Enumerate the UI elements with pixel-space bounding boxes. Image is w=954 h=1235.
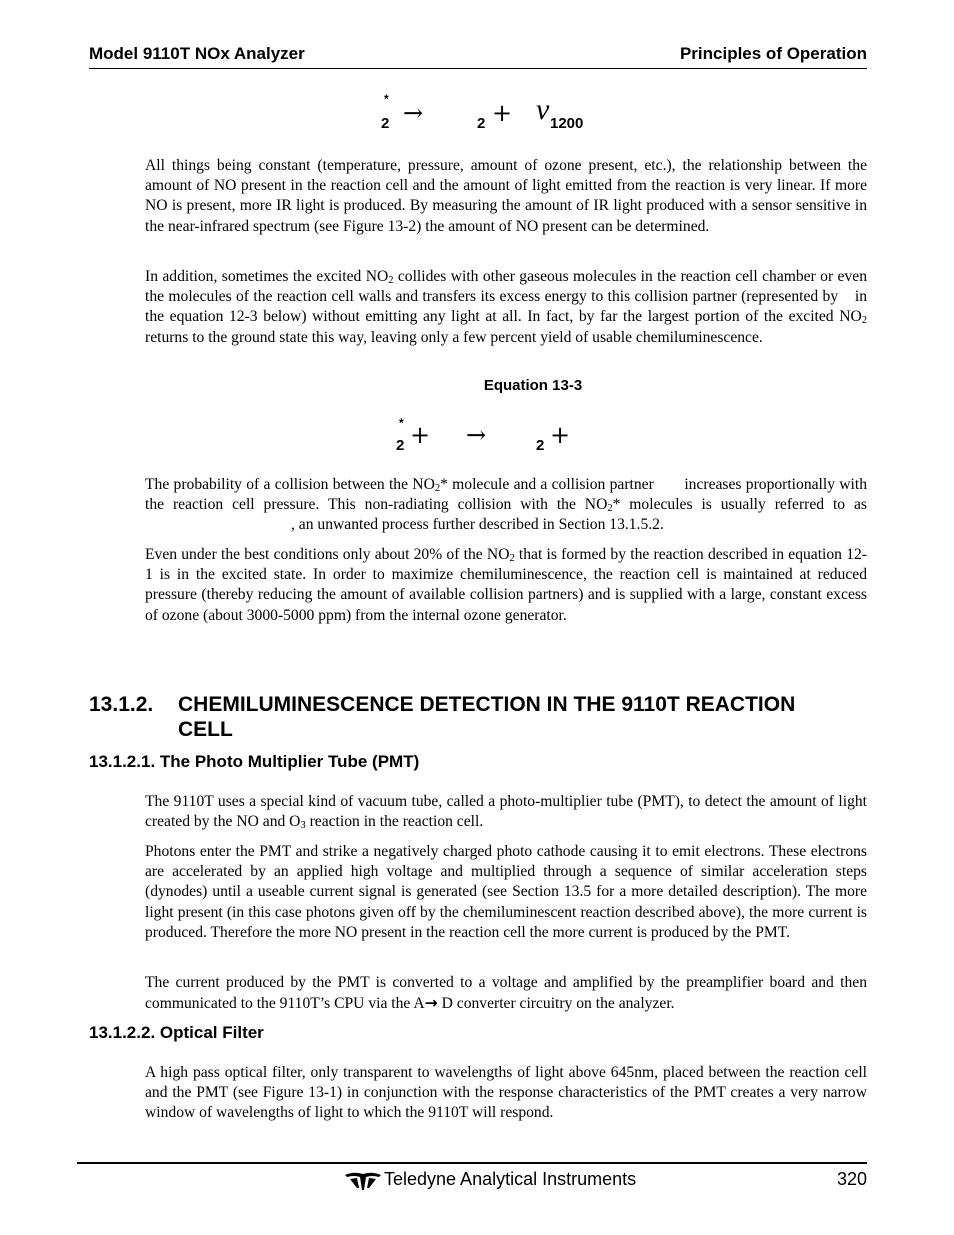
eq2-subscript-a: 2 [396, 437, 405, 454]
eq1-subscript-a: 2 [381, 115, 390, 132]
pmt-paragraph-3: The current produced by the PMT is converted to a voltage and amplified by the preamplifier board and then communicated to the 9110T’s CPU via the A→ D converter circuitry on the analyzer. [145, 974, 867, 1013]
paragraph-1: All things being constant (temperature, pressure, amount of ozone present, etc.), the relationship between the amount of NO present in the reaction cell and the amount of light emitted from the reaction is very linear. If more NO is present, more IR light is produced. By measuring the amount of IR light produced with a sensor sensitive in the near-infrared spectrum (see Figure 13-2) the amount of NO present can be determined. [145, 157, 867, 235]
paragraph-2: In addition, sometimes the excited $NO_2$ collides with other gaseous molecules in the reaction cell chamber or even the molecules of the reaction cell walls and transfers its excess energy to this collision partner (represented by in the equation 12-3 below) without emitting any light at all. In fact, by far the largest portion of the excited $NO_2$ returns to the ground state this way, leaving only a few percent yield of usable chemiluminescence. [145, 268, 867, 346]
eq2-arrow: → [466, 421, 487, 449]
pmt-paragraph-1: The 9110T uses a special kind of vacuum tube, called a photo-multiplier tube (PMT), to detect the amount of light created by the NO and $O_3$ reaction in the reaction cell. [145, 793, 867, 832]
header-section: Principles of Operation [679, 44, 867, 63]
subsection-heading-pmt: 13.1.2.1. The Photo Multiplier Tube (PMT) [89, 752, 420, 771]
eq1-arrow: → [403, 99, 424, 127]
footer-company: Teledyne Analytical Instruments [384, 1169, 637, 1189]
page-number: 320 [836, 1169, 867, 1189]
section-title-line-2: CELL [178, 718, 233, 741]
eq2-plus-b: + [550, 421, 571, 449]
teledyne-logo-icon [345, 1171, 381, 1191]
eq1-plus: + [492, 99, 513, 127]
equation-label: Equation 13-3 [483, 377, 583, 394]
eq1-star: * [384, 92, 389, 106]
header-title: Model 9110T NOx Analyzer [89, 44, 305, 63]
page-header [89, 44, 867, 69]
section-title-line-1: CHEMILUMINESCENCE DETECTION IN THE 9110T REACTION [178, 693, 796, 716]
arrow-icon: → [424, 994, 438, 1013]
section-heading [89, 692, 795, 742]
section-number: 13.1.2. [89, 693, 154, 716]
footer-divider [77, 1162, 867, 1164]
eq1-subscript-b: 2 [477, 115, 486, 132]
optical-filter-paragraph: A high pass optical filter, only transparent to wavelengths of light above 645nm, placed between the reaction cell and the PMT (see Figure 13-1) in conjunction with the response characteristics of the PMT creates a very narrow window of wavelengths of light to which the 9110T will respond. [145, 1064, 867, 1122]
subsection-heading-optical-filter: 13.1.2.2. Optical Filter [89, 1023, 264, 1042]
eq2-star: * [399, 416, 404, 430]
eq2-plus-a: + [410, 421, 431, 449]
pmt-paragraph-2: Photons enter the PMT and strike a negatively charged photo cathode causing it to emit electrons. These electrons are accelerated by an applied high voltage and multiplied through a sequence of similar acceleration steps (dynodes) until a useable current signal is generated (see Section 13.5 for a more detailed description). The more light present (in this case photons given off by the chemiluminescent reaction described above), the more current is produced. Therefore the more NO present in the reaction cell the more current is produced by the PMT. [145, 843, 867, 941]
eq1-nu-symbol: ν [536, 93, 550, 126]
paragraph-3: The probability of a collision between the $NO_2*$ molecule and a collision partner increases proportionally with the reaction cell pressure. This non-radiating collision with the $NO_2*$ molecules is usually referred to as , an unwanted process further described in Section 13.1.5.2. [145, 476, 868, 534]
eq1-nu-subscript: 1200 [550, 115, 584, 132]
paragraph-4: Even under the best conditions only about 20% of the $NO_2$ that is formed by the reaction described in equation 12-1 is in the excited state. In order to maximize chemiluminescence, the reaction cell is maintained at reduced pressure (thereby reducing the amount of available collision partners) and is supplied with a large, constant excess of ozone (about 3000-5000 ppm) from the internal ozone generator. [145, 546, 867, 624]
eq2-subscript-b: 2 [536, 437, 545, 454]
